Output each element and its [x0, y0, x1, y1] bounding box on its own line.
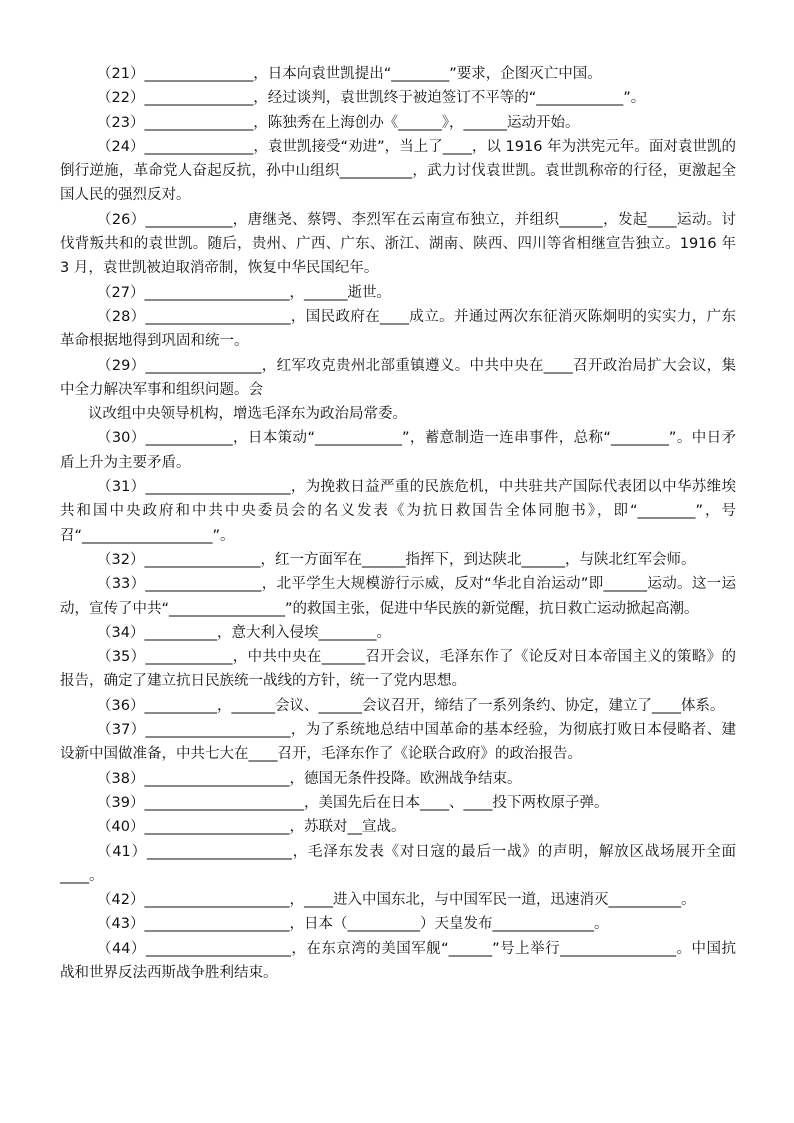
item-33: （33）________________，北平学生大规模游行示威，反对“华北自治运动”即______运动。这一运动，宣传了中共“________________”的救国主张，促进中华民族的新觉醒，抗日救亡运动掀起高潮。: [60, 576, 736, 617]
item-26: （26）____________，唐继尧、蔡锷、李烈军在云南宣布独立，并组织______，发起____运动。讨伐背叛共和的袁世凯。随后，贵州、广西、广东、浙江、湖南、陕西、四川等省相继宣告独立。1916 年 3 月，袁世凯被迫取消帝制，恢复中华民国纪年。: [60, 211, 736, 277]
item-23: （23）_______________，陈独秀在上海创办《______》，______运动开始。: [97, 114, 580, 131]
item-31: （31）____________________，为挽救日益严重的民族危机，中共驻共产国际代表团以中华苏维埃共和国中央政府和中共中央委员会的名义发表《为抗日救国告全体同胞书》，即“________”，号召“__________________”。: [60, 479, 736, 544]
item-35: （35）____________，中共中央在______召开会议，毛泽东作了《论反对日本帝国主义的策略》的报告，确定了建立抗日民族统一战线的方针，统一了党内思想。: [60, 649, 736, 690]
item-42: （42）____________________，____进入中国东北，与中国军民一道，迅速消灭__________。: [97, 892, 696, 909]
item-21: （21）_______________，日本向袁世凯提出“________”要求，企图灭亡中国。: [97, 66, 602, 82]
item-41: （41）____________________，毛泽东发表《对日寇的最后一战》的声明，解放区战场展开全面____。: [60, 843, 736, 884]
item-34: （34）__________，意大利入侵埃________。: [97, 624, 391, 641]
item-28: （28）____________________，国民政府在____成立。并通过两次东征消灭陈炯明的实实力，广东革命根据地得到巩固和统一。: [60, 308, 736, 350]
item-40: （40）____________________，苏联对__宣战。: [97, 819, 406, 836]
item-39: （39）______________________，美国先后在日本____、____投下两枚原子弹。: [97, 794, 609, 811]
item-29: （29）________________，红军攻克贵州北部重镇遵义。中共中央在____召开政治局扩大会议，集中全力解决军事和组织问题。会: [60, 357, 736, 398]
item-32: （32）________________，红一方面军在______指挥下，到达陕北______，与陕北红军会师。: [97, 551, 696, 568]
item-38: （38）____________________，德国无条件投降。欧洲战争结束。: [97, 770, 522, 787]
document-body: [60, 62, 736, 985]
item-36: （36）__________，______会议、______会议召开，缔结了一系列条约、协定，建立了____体系。: [97, 697, 725, 714]
item-27: （27）____________________，______逝世。: [97, 284, 391, 301]
item-30: （30）____________，日本策动“____________”，蓄意制造一连串事件，总称“________”。中日矛盾上升为主要矛盾。: [60, 430, 736, 471]
item-37: （37）____________________，为了系统地总结中国革命的基本经验，为彻底打败日本侵略者、建设新中国做准备，中共七大在____召开，毛泽东作了《论联合政府》的政治报告。: [60, 722, 736, 763]
item-44: （44）____________________，在东京湾的美国军舰“______”号上举行________________。中国抗战和世界反法西斯战争胜利结束。: [60, 940, 736, 981]
item-22: （22）_______________，经过谈判，袁世凯终于被迫签订不平等的“____________”。: [97, 90, 646, 107]
item-43: （43）____________________，日本（__________）天皇发布______________。: [97, 916, 609, 933]
item-29-continued: 议改组中央领导机构，增选毛泽东为政治局常委。: [88, 406, 407, 423]
item-24: （24）_______________，袁世凯接受“劝进”，当上了____，以 1916 年为洪宪元年。面对袁世凯的倒行逆施，革命党人奋起反抗，孙中山组织__________，武力讨伐袁世凯。袁世凯称帝的行径，更激起全国人民的强烈反对。: [60, 138, 736, 204]
